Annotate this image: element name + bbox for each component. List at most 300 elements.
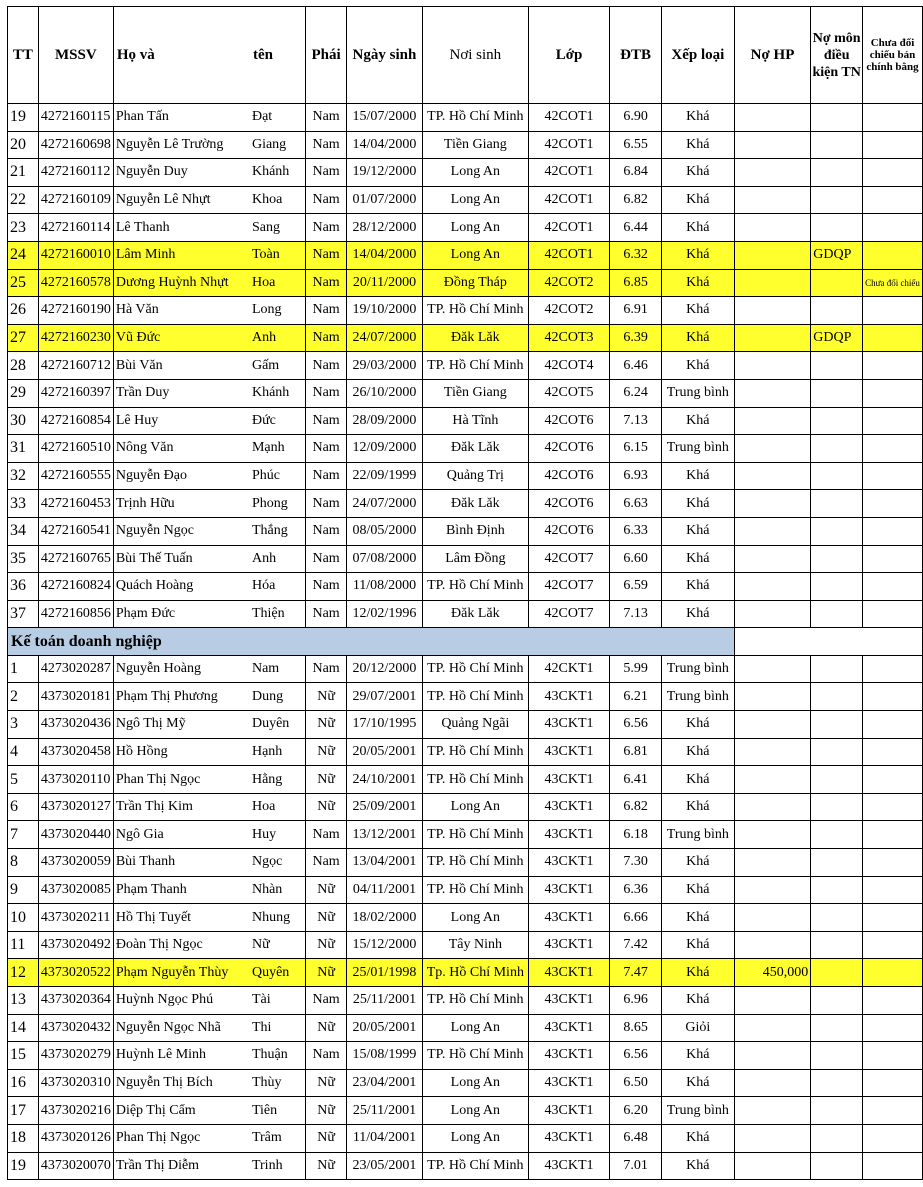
cell-chua-doi-chieu <box>863 545 923 573</box>
cell-chua-doi-chieu <box>863 407 923 435</box>
cell-lop: 43CKT1 <box>528 1069 609 1097</box>
cell-tt: 16 <box>8 1069 39 1097</box>
cell-ngay-sinh: 15/12/2000 <box>347 931 423 959</box>
cell-ten: Hằng <box>250 766 306 794</box>
cell-noi-sinh: TP. Hồ Chí Minh <box>422 876 528 904</box>
cell-xep-loai: Khá <box>661 849 734 877</box>
table-row <box>8 987 923 1015</box>
cell-dtb: 6.41 <box>610 766 662 794</box>
cell-ngay-sinh: 20/05/2001 <box>347 1014 423 1042</box>
section-row <box>8 628 923 656</box>
cell-ho: Lê Thanh <box>113 214 250 242</box>
cell-noi-sinh: Đăk Lăk <box>422 324 528 352</box>
cell-lop: 43CKT1 <box>528 987 609 1015</box>
cell-ho: Hà Văn <box>113 297 250 325</box>
cell-dtb: 7.01 <box>610 1152 662 1180</box>
cell-phai: Nam <box>306 159 347 187</box>
cell-xep-loai: Khá <box>661 1152 734 1180</box>
cell-no-hp <box>734 324 810 352</box>
cell-ngay-sinh: 07/08/2000 <box>347 545 423 573</box>
cell-dtb: 6.96 <box>610 987 662 1015</box>
cell-no-mon <box>811 1097 863 1125</box>
cell-xep-loai: Khá <box>661 517 734 545</box>
cell-dtb: 6.63 <box>610 490 662 518</box>
cell-ngay-sinh: 18/02/2000 <box>347 904 423 932</box>
cell-mssv: 4373020458 <box>38 738 113 766</box>
table-row <box>8 186 923 214</box>
header-dtb: ĐTB <box>610 7 662 104</box>
cell-ten: Ngọc <box>250 849 306 877</box>
cell-ngay-sinh: 11/08/2000 <box>347 573 423 601</box>
section-title: Kế toán doanh nghiệp <box>8 628 735 656</box>
cell-dtb: 6.36 <box>610 876 662 904</box>
cell-chua-doi-chieu <box>863 214 923 242</box>
cell-ho: Dương Huỳnh Nhựt <box>113 269 250 297</box>
cell-ho: Trần Thị Kim <box>113 793 250 821</box>
cell-dtb: 6.82 <box>610 186 662 214</box>
table-row <box>8 849 923 877</box>
cell-xep-loai: Khá <box>661 131 734 159</box>
cell-tt: 6 <box>8 793 39 821</box>
cell-xep-loai: Trung bình <box>661 379 734 407</box>
cell-mssv: 4373020522 <box>38 959 113 987</box>
cell-mssv: 4373020279 <box>38 1042 113 1070</box>
cell-noi-sinh: TP. Hồ Chí Minh <box>422 987 528 1015</box>
cell-lop: 43CKT1 <box>528 959 609 987</box>
cell-xep-loai: Khá <box>661 987 734 1015</box>
cell-mssv: 4272160698 <box>38 131 113 159</box>
cell-no-mon <box>811 131 863 159</box>
cell-ngay-sinh: 24/07/2000 <box>347 490 423 518</box>
cell-phai: Nam <box>306 655 347 683</box>
cell-chua-doi-chieu <box>863 324 923 352</box>
cell-lop: 42COT6 <box>528 462 609 490</box>
cell-no-hp <box>734 821 810 849</box>
cell-ten: Tiên <box>250 1097 306 1125</box>
cell-ngay-sinh: 14/04/2000 <box>347 131 423 159</box>
cell-phai: Nữ <box>306 1124 347 1152</box>
header-mssv: MSSV <box>38 7 113 104</box>
cell-dtb: 6.46 <box>610 352 662 380</box>
cell-noi-sinh: TP. Hồ Chí Minh <box>422 683 528 711</box>
cell-ngay-sinh: 24/07/2000 <box>347 324 423 352</box>
cell-no-hp <box>734 1014 810 1042</box>
cell-ho: Nguyễn Hoàng <box>113 655 250 683</box>
cell-dtb: 6.48 <box>610 1124 662 1152</box>
cell-noi-sinh: Long An <box>422 214 528 242</box>
cell-no-mon <box>811 711 863 739</box>
cell-noi-sinh: TP. Hồ Chí Minh <box>422 1042 528 1070</box>
cell-chua-doi-chieu <box>863 821 923 849</box>
header-ngay-sinh: Ngày sinh <box>347 7 423 104</box>
cell-noi-sinh: Tp. Hồ Chí Minh <box>422 959 528 987</box>
cell-ngay-sinh: 26/10/2000 <box>347 379 423 407</box>
cell-ten: Dung <box>250 683 306 711</box>
cell-no-mon <box>811 931 863 959</box>
cell-dtb: 6.93 <box>610 462 662 490</box>
cell-no-hp <box>734 545 810 573</box>
header-ho: Họ và <box>113 7 250 104</box>
cell-xep-loai: Khá <box>661 1124 734 1152</box>
cell-dtb: 7.42 <box>610 931 662 959</box>
cell-phai: Nữ <box>306 793 347 821</box>
cell-phai: Nữ <box>306 1069 347 1097</box>
cell-no-hp <box>734 104 810 132</box>
cell-xep-loai: Trung bình <box>661 1097 734 1125</box>
cell-ngay-sinh: 25/09/2001 <box>347 793 423 821</box>
header-noi-sinh: Nơi sinh <box>422 7 528 104</box>
cell-ten: Trâm <box>250 1124 306 1152</box>
cell-noi-sinh: TP. Hồ Chí Minh <box>422 766 528 794</box>
cell-chua-doi-chieu <box>863 462 923 490</box>
cell-ho: Phạm Đức <box>113 600 250 628</box>
cell-phai: Nam <box>306 352 347 380</box>
table-row <box>8 1042 923 1070</box>
cell-noi-sinh: TP. Hồ Chí Minh <box>422 104 528 132</box>
cell-ho: Lê Huy <box>113 407 250 435</box>
cell-dtb: 6.82 <box>610 793 662 821</box>
cell-tt: 23 <box>8 214 39 242</box>
cell-phai: Nam <box>306 821 347 849</box>
cell-xep-loai: Khá <box>661 407 734 435</box>
cell-ten: Anh <box>250 545 306 573</box>
cell-tt: 7 <box>8 821 39 849</box>
cell-no-mon <box>811 1014 863 1042</box>
cell-xep-loai: Khá <box>661 876 734 904</box>
cell-no-mon <box>811 655 863 683</box>
cell-no-mon <box>811 793 863 821</box>
cell-dtb: 5.99 <box>610 655 662 683</box>
cell-no-mon <box>811 573 863 601</box>
cell-mssv: 4272160510 <box>38 435 113 463</box>
cell-phai: Nam <box>306 517 347 545</box>
cell-ho: Trịnh Hữu <box>113 490 250 518</box>
cell-noi-sinh: Đăk Lăk <box>422 600 528 628</box>
cell-xep-loai: Khá <box>661 1069 734 1097</box>
cell-no-hp <box>734 379 810 407</box>
cell-xep-loai: Khá <box>661 1042 734 1070</box>
table-row <box>8 600 923 628</box>
cell-mssv: 4373020110 <box>38 766 113 794</box>
cell-no-mon <box>811 435 863 463</box>
cell-lop: 43CKT1 <box>528 738 609 766</box>
cell-chua-doi-chieu <box>863 297 923 325</box>
cell-no-hp <box>734 462 810 490</box>
cell-tt: 29 <box>8 379 39 407</box>
cell-mssv: 4373020364 <box>38 987 113 1015</box>
cell-ten: Thi <box>250 1014 306 1042</box>
cell-tt: 27 <box>8 324 39 352</box>
cell-noi-sinh: Đăk Lăk <box>422 490 528 518</box>
cell-lop: 43CKT1 <box>528 1124 609 1152</box>
cell-chua-doi-chieu <box>863 104 923 132</box>
cell-ten: Tài <box>250 987 306 1015</box>
cell-no-hp <box>734 269 810 297</box>
cell-xep-loai: Khá <box>661 573 734 601</box>
cell-lop: 42COT2 <box>528 269 609 297</box>
cell-no-hp <box>734 490 810 518</box>
cell-tt: 34 <box>8 517 39 545</box>
cell-mssv: 4272160397 <box>38 379 113 407</box>
cell-no-mon <box>811 352 863 380</box>
header-no-hp: Nợ HP <box>734 7 810 104</box>
cell-no-mon <box>811 407 863 435</box>
cell-ho: Huỳnh Lê Minh <box>113 1042 250 1070</box>
cell-tt: 5 <box>8 766 39 794</box>
cell-xep-loai: Khá <box>661 104 734 132</box>
cell-ten: Thắng <box>250 517 306 545</box>
cell-xep-loai: Khá <box>661 793 734 821</box>
cell-xep-loai: Khá <box>661 159 734 187</box>
cell-phai: Nam <box>306 987 347 1015</box>
cell-chua-doi-chieu <box>863 1124 923 1152</box>
cell-xep-loai: Khá <box>661 738 734 766</box>
cell-mssv: 4373020436 <box>38 711 113 739</box>
cell-ho: Hồ Thị Tuyết <box>113 904 250 932</box>
cell-phai: Nữ <box>306 1014 347 1042</box>
cell-tt: 18 <box>8 1124 39 1152</box>
cell-ho: Lâm Minh <box>113 241 250 269</box>
cell-chua-doi-chieu <box>863 1069 923 1097</box>
table-row <box>8 876 923 904</box>
table-row <box>8 214 923 242</box>
cell-phai: Nữ <box>306 766 347 794</box>
cell-tt: 22 <box>8 186 39 214</box>
cell-tt: 32 <box>8 462 39 490</box>
cell-dtb: 7.13 <box>610 407 662 435</box>
table-row <box>8 711 923 739</box>
cell-phai: Nam <box>306 462 347 490</box>
cell-xep-loai: Khá <box>661 241 734 269</box>
cell-noi-sinh: Đăk Lăk <box>422 435 528 463</box>
cell-lop: 42COT1 <box>528 131 609 159</box>
cell-phai: Nữ <box>306 738 347 766</box>
cell-tt: 25 <box>8 269 39 297</box>
cell-ho: Bùi Văn <box>113 352 250 380</box>
cell-tt: 28 <box>8 352 39 380</box>
cell-no-mon <box>811 959 863 987</box>
cell-ngay-sinh: 20/11/2000 <box>347 269 423 297</box>
table-row <box>8 959 923 987</box>
cell-phai: Nam <box>306 269 347 297</box>
table-row <box>8 159 923 187</box>
cell-lop: 43CKT1 <box>528 766 609 794</box>
cell-dtb: 6.18 <box>610 821 662 849</box>
header-xep-loai: Xếp loại <box>661 7 734 104</box>
cell-no-hp <box>734 655 810 683</box>
cell-ngay-sinh: 22/09/1999 <box>347 462 423 490</box>
cell-dtb: 6.60 <box>610 545 662 573</box>
table-row <box>8 297 923 325</box>
cell-chua-doi-chieu <box>863 159 923 187</box>
cell-mssv: 4373020059 <box>38 849 113 877</box>
cell-ho: Nguyễn Lê Nhựt <box>113 186 250 214</box>
cell-no-mon <box>811 186 863 214</box>
cell-no-hp <box>734 1097 810 1125</box>
cell-chua-doi-chieu <box>863 1042 923 1070</box>
header-no-mon: Nợ môn điều kiện TN <box>811 7 863 104</box>
cell-ho: Bùi Thanh <box>113 849 250 877</box>
cell-dtb: 6.44 <box>610 214 662 242</box>
table-row <box>8 407 923 435</box>
cell-ngay-sinh: 13/04/2001 <box>347 849 423 877</box>
cell-ho: Quách Hoàng <box>113 573 250 601</box>
cell-ten: Hoa <box>250 269 306 297</box>
cell-noi-sinh: Tiền Giang <box>422 131 528 159</box>
cell-phai: Nữ <box>306 931 347 959</box>
cell-lop: 43CKT1 <box>528 711 609 739</box>
cell-ho: Nguyễn Ngọc Nhã <box>113 1014 250 1042</box>
cell-chua-doi-chieu <box>863 876 923 904</box>
cell-no-hp <box>734 241 810 269</box>
cell-ten: Thiện <box>250 600 306 628</box>
cell-chua-doi-chieu <box>863 186 923 214</box>
cell-phai: Nam <box>306 104 347 132</box>
cell-xep-loai: Khá <box>661 711 734 739</box>
cell-lop: 42COT4 <box>528 352 609 380</box>
cell-ngay-sinh: 20/12/2000 <box>347 655 423 683</box>
cell-ten: Hoa <box>250 793 306 821</box>
cell-no-hp <box>734 876 810 904</box>
cell-ngay-sinh: 01/07/2000 <box>347 186 423 214</box>
cell-no-mon <box>811 517 863 545</box>
cell-no-hp <box>734 683 810 711</box>
cell-lop: 43CKT1 <box>528 904 609 932</box>
cell-xep-loai: Khá <box>661 324 734 352</box>
cell-ngay-sinh: 04/11/2001 <box>347 876 423 904</box>
cell-tt: 13 <box>8 987 39 1015</box>
cell-noi-sinh: TP. Hồ Chí Minh <box>422 573 528 601</box>
cell-no-mon <box>811 104 863 132</box>
cell-chua-doi-chieu <box>863 793 923 821</box>
cell-no-mon <box>811 297 863 325</box>
cell-no-hp <box>734 931 810 959</box>
cell-dtb: 6.50 <box>610 1069 662 1097</box>
cell-ho: Bùi Thế Tuấn <box>113 545 250 573</box>
cell-phai: Nữ <box>306 1097 347 1125</box>
cell-noi-sinh: TP. Hồ Chí Minh <box>422 352 528 380</box>
cell-noi-sinh: TP. Hồ Chí Minh <box>422 655 528 683</box>
cell-no-hp <box>734 186 810 214</box>
cell-no-mon <box>811 1152 863 1180</box>
cell-xep-loai: Khá <box>661 352 734 380</box>
cell-lop: 42COT7 <box>528 573 609 601</box>
table-row <box>8 131 923 159</box>
cell-ngay-sinh: 08/05/2000 <box>347 517 423 545</box>
cell-chua-doi-chieu <box>863 655 923 683</box>
cell-no-mon <box>811 600 863 628</box>
cell-lop: 43CKT1 <box>528 1097 609 1125</box>
student-table <box>7 6 923 1180</box>
cell-mssv: 4272160578 <box>38 269 113 297</box>
cell-ho: Phan Thị Ngọc <box>113 1124 250 1152</box>
cell-ngay-sinh: 25/01/1998 <box>347 959 423 987</box>
cell-no-hp <box>734 987 810 1015</box>
section-empty-cell <box>734 628 922 656</box>
cell-phai: Nam <box>306 297 347 325</box>
cell-ngay-sinh: 15/07/2000 <box>347 104 423 132</box>
cell-tt: 33 <box>8 490 39 518</box>
cell-mssv: 4373020492 <box>38 931 113 959</box>
table-row <box>8 738 923 766</box>
cell-mssv: 4373020310 <box>38 1069 113 1097</box>
cell-ten: Hóa <box>250 573 306 601</box>
cell-mssv: 4373020216 <box>38 1097 113 1125</box>
cell-no-hp <box>734 352 810 380</box>
cell-lop: 42COT5 <box>528 379 609 407</box>
cell-mssv: 4272160114 <box>38 214 113 242</box>
cell-phai: Nam <box>306 131 347 159</box>
cell-chua-doi-chieu <box>863 435 923 463</box>
cell-xep-loai: Khá <box>661 462 734 490</box>
cell-xep-loai: Khá <box>661 269 734 297</box>
cell-lop: 43CKT1 <box>528 849 609 877</box>
cell-tt: 17 <box>8 1097 39 1125</box>
cell-phai: Nữ <box>306 711 347 739</box>
cell-ten: Phong <box>250 490 306 518</box>
cell-dtb: 6.84 <box>610 159 662 187</box>
table-row <box>8 435 923 463</box>
cell-no-hp <box>734 1042 810 1070</box>
cell-chua-doi-chieu <box>863 1152 923 1180</box>
cell-ten: Phúc <box>250 462 306 490</box>
cell-phai: Nữ <box>306 959 347 987</box>
cell-noi-sinh: Quảng Trị <box>422 462 528 490</box>
cell-ten: Thùy <box>250 1069 306 1097</box>
cell-no-mon <box>811 159 863 187</box>
cell-chua-doi-chieu <box>863 766 923 794</box>
cell-no-hp <box>734 793 810 821</box>
cell-ho: Nguyễn Duy <box>113 159 250 187</box>
cell-tt: 9 <box>8 876 39 904</box>
cell-ngay-sinh: 20/05/2001 <box>347 738 423 766</box>
cell-no-hp <box>734 159 810 187</box>
cell-noi-sinh: TP. Hồ Chí Minh <box>422 849 528 877</box>
cell-lop: 42COT1 <box>528 241 609 269</box>
cell-dtb: 6.66 <box>610 904 662 932</box>
cell-dtb: 7.13 <box>610 600 662 628</box>
cell-ngay-sinh: 14/04/2000 <box>347 241 423 269</box>
cell-no-hp <box>734 573 810 601</box>
cell-ho: Hồ Hồng <box>113 738 250 766</box>
cell-mssv: 4373020126 <box>38 1124 113 1152</box>
cell-tt: 2 <box>8 683 39 711</box>
cell-xep-loai: Khá <box>661 297 734 325</box>
cell-ho: Phạm Thị Phương <box>113 683 250 711</box>
cell-no-mon <box>811 1069 863 1097</box>
cell-ten: Duyên <box>250 711 306 739</box>
cell-noi-sinh: Long An <box>422 159 528 187</box>
cell-ho: Vũ Đức <box>113 324 250 352</box>
cell-no-mon: GDQP <box>811 324 863 352</box>
cell-mssv: 4272160230 <box>38 324 113 352</box>
cell-dtb: 6.56 <box>610 1042 662 1070</box>
cell-tt: 36 <box>8 573 39 601</box>
cell-noi-sinh: TP. Hồ Chí Minh <box>422 297 528 325</box>
cell-lop: 42CKT1 <box>528 655 609 683</box>
cell-ten: Khánh <box>250 379 306 407</box>
table-body-top <box>8 104 923 628</box>
cell-lop: 42COT6 <box>528 517 609 545</box>
table-row <box>8 1124 923 1152</box>
table-row <box>8 104 923 132</box>
cell-ho: Nông Văn <box>113 435 250 463</box>
cell-ho: Nguyễn Đạo <box>113 462 250 490</box>
cell-xep-loai: Giỏi <box>661 1014 734 1042</box>
cell-dtb: 7.30 <box>610 849 662 877</box>
cell-mssv: 4373020432 <box>38 1014 113 1042</box>
table-row <box>8 655 923 683</box>
